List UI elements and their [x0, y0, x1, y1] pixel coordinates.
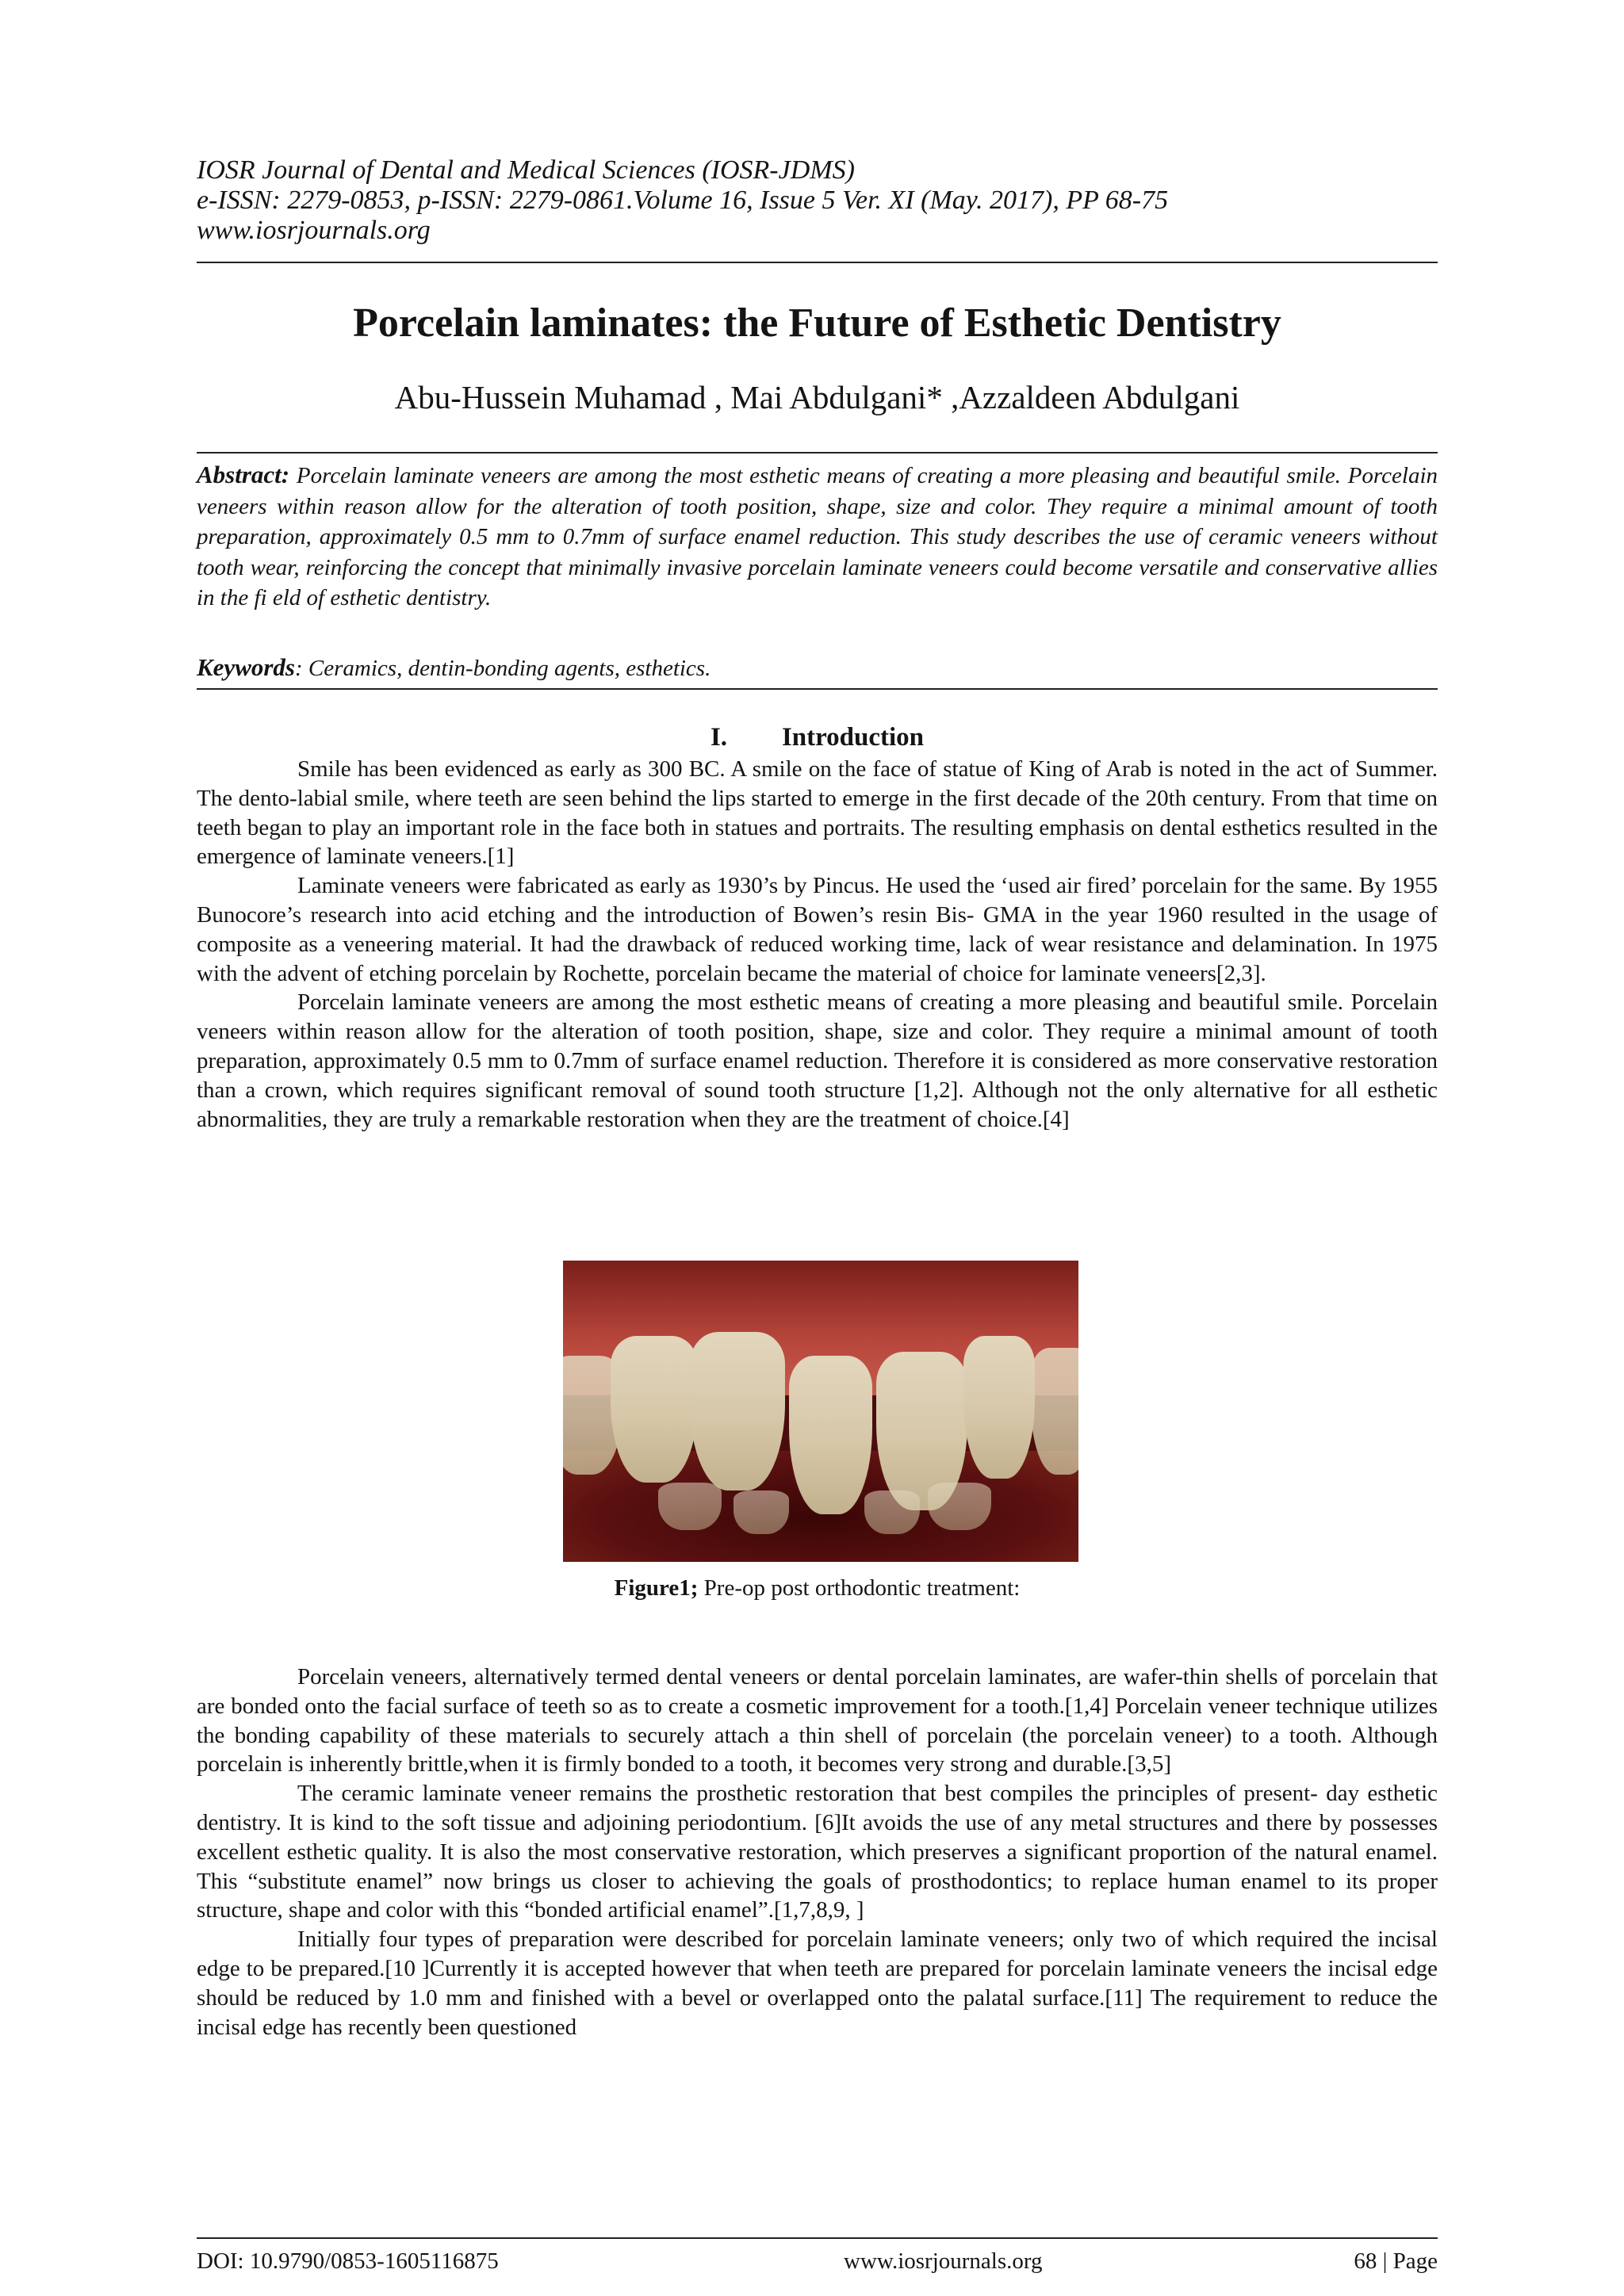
- figure-caption-text: Pre-op post orthodontic treatment:: [698, 1575, 1021, 1601]
- tooth: [690, 1332, 785, 1490]
- paragraph: Porcelain veneers, alternatively termed dental veneers or dental porcelain laminates, are wafer-thin shells of porcelain that are bonded onto the facial surface of teeth so as to create a cosmetic improvement for a tooth.[1,4] Porcelain veneer technique utilizes the bonding capability of these materials to securely attach a thin shell of porcelain (the porcelain veneer) to a tooth. Although porcelain is inherently brittle,when it is firmly bonded to a tooth, it becomes very strong and durable.[3,5]: [197, 1664, 1438, 1777]
- abstract-bottom-rule: [197, 688, 1438, 690]
- footer-doi: DOI: 10.9790/0853-1605116875: [197, 2248, 499, 2274]
- section-title: Introduction: [781, 723, 925, 752]
- introduction-text: [197, 755, 1438, 1134]
- issn-line: e-ISSN: 2279-0853, p-ISSN: 2279-0861.Volume 16, Issue 5 Ver. XI (May. 2017), PP 68-75: [197, 186, 1169, 215]
- footer-rule: [197, 2237, 1438, 2239]
- paragraph: Smile has been evidenced as early as 300 BC. A smile on the face of statue of King of Arab is noted in the act of Summer. The dento-labial smile, where teeth are seen behind the lips started to emerge in the first decade of the 20th century. From that time on teeth began to play an important role in the face both in statues and portraits. The resulting emphasis on dental esthetics resulted in the emergence of laminate veneers.[1]: [197, 756, 1438, 870]
- section-heading: [197, 721, 1438, 753]
- figure-caption: [197, 1574, 1438, 1602]
- paragraph: The ceramic laminate veneer remains the prosthetic restoration that best compiles the principles of present- day esthetic dentistry. It is kind to the soft tissue and adjoining periodontium. [6]It avoids the use of any metal structures and there by possesses excellent esthetic quality. It is also the most conservative restoration, which preserves a significant proportion of the natural enamel. This “substitute enamel” now brings us closer to achieving the goals of prosthodontics; to replace human enamel to its proper structure, shape and color with this “bonded artificial enamel”.[1,7,8,9, ]: [197, 1781, 1438, 1923]
- footer-page-number: 68 | Page: [1354, 2248, 1438, 2274]
- lower-tooth: [928, 1483, 991, 1530]
- paragraph: Laminate veneers were fabricated as early as 1930’s by Pincus. He used the ‘used air fired’ porcelain for the same. By 1955 Bunocore’s research into acid etching and the introduction of Bowen’s resin Bis- GMA in the year 1960 resulted in the usage of composite as a veneering material. It had the drawback of reduced working time, lack of wear resistance and delamination. In 1975 with the advent of etching porcelain by Rochette, porcelain became the material of choice for laminate veneers[2,3].: [197, 873, 1438, 986]
- footer-website: www.iosrjournals.org: [844, 2248, 1043, 2274]
- lower-tooth: [658, 1483, 722, 1530]
- section-number: I.: [710, 723, 728, 752]
- lower-tooth: [864, 1490, 920, 1534]
- tooth: [789, 1356, 872, 1514]
- journal-name: IOSR Journal of Dental and Medical Sciences (IOSR-JDMS): [197, 155, 855, 185]
- abstract-top-rule: [197, 452, 1438, 453]
- header-rule: [197, 262, 1438, 263]
- tooth: [963, 1336, 1035, 1479]
- paragraph: Initially four types of preparation were described for porcelain laminate veneers; only two of which required the incisal edge to be prepared.[10 ]Currently it is accepted however that when teeth are prepared for porcelain laminate veneers the incisal edge should be reduced by 1.0 mm and finished with a bevel or overlapped onto the palatal surface.[11] The requirement to reduce the incisal edge has recently been questioned: [197, 1927, 1438, 2040]
- paper-title: Porcelain laminates: the Future of Esthetic Dentistry: [353, 300, 1281, 346]
- tooth: [611, 1336, 698, 1483]
- journal-header: [197, 155, 1168, 246]
- abstract-label: Abstract:: [197, 461, 290, 488]
- keywords-label: Keywords: [197, 653, 295, 681]
- keywords: [197, 652, 1438, 683]
- keywords-text: : Ceramics, dentin-bonding agents, esthetics.: [295, 656, 711, 681]
- author-list: Abu-Hussein Muhamad , Mai Abdulgani* ,Azzaldeen Abdulgani: [394, 379, 1240, 415]
- figure-label: Figure1;: [614, 1575, 699, 1601]
- abstract: [197, 460, 1438, 614]
- journal-website: www.iosrjournals.org: [197, 216, 431, 245]
- figure-photo-teeth: [563, 1261, 1078, 1562]
- abstract-text: Porcelain laminate veneers are among the most esthetic means of creating a more pleasing and beautiful smile. Porcelain veneers within reason allow for the alteration of tooth position, shape, size and color. They require a minimal amount of tooth preparation, approximately 0.5 mm to 0.7mm of surface enamel reduction. This study describes the use of ceramic veneers without tooth wear, reinforcing the concept that minimally invasive porcelain laminate veneers could become versatile and conservative allies in the fi eld of esthetic dentistry.: [197, 463, 1438, 611]
- lower-tooth: [733, 1490, 789, 1534]
- body-text: [197, 1663, 1438, 2042]
- paragraph: Porcelain laminate veneers are among the most esthetic means of creating a more pleasing and beautiful smile. Porcelain veneers within reason allow for the alteration of tooth position, shape, size and color. They require a minimal amount of tooth preparation, approximately 0.5 mm to 0.7mm of surface enamel reduction. Therefore it is considered as more conservative restoration than a crown, which requires significant removal of sound tooth structure [1,2]. Although not the only alternative for all esthetic abnormalities, they are truly a remarkable restoration when they are the treatment of choice.[4]: [197, 989, 1438, 1132]
